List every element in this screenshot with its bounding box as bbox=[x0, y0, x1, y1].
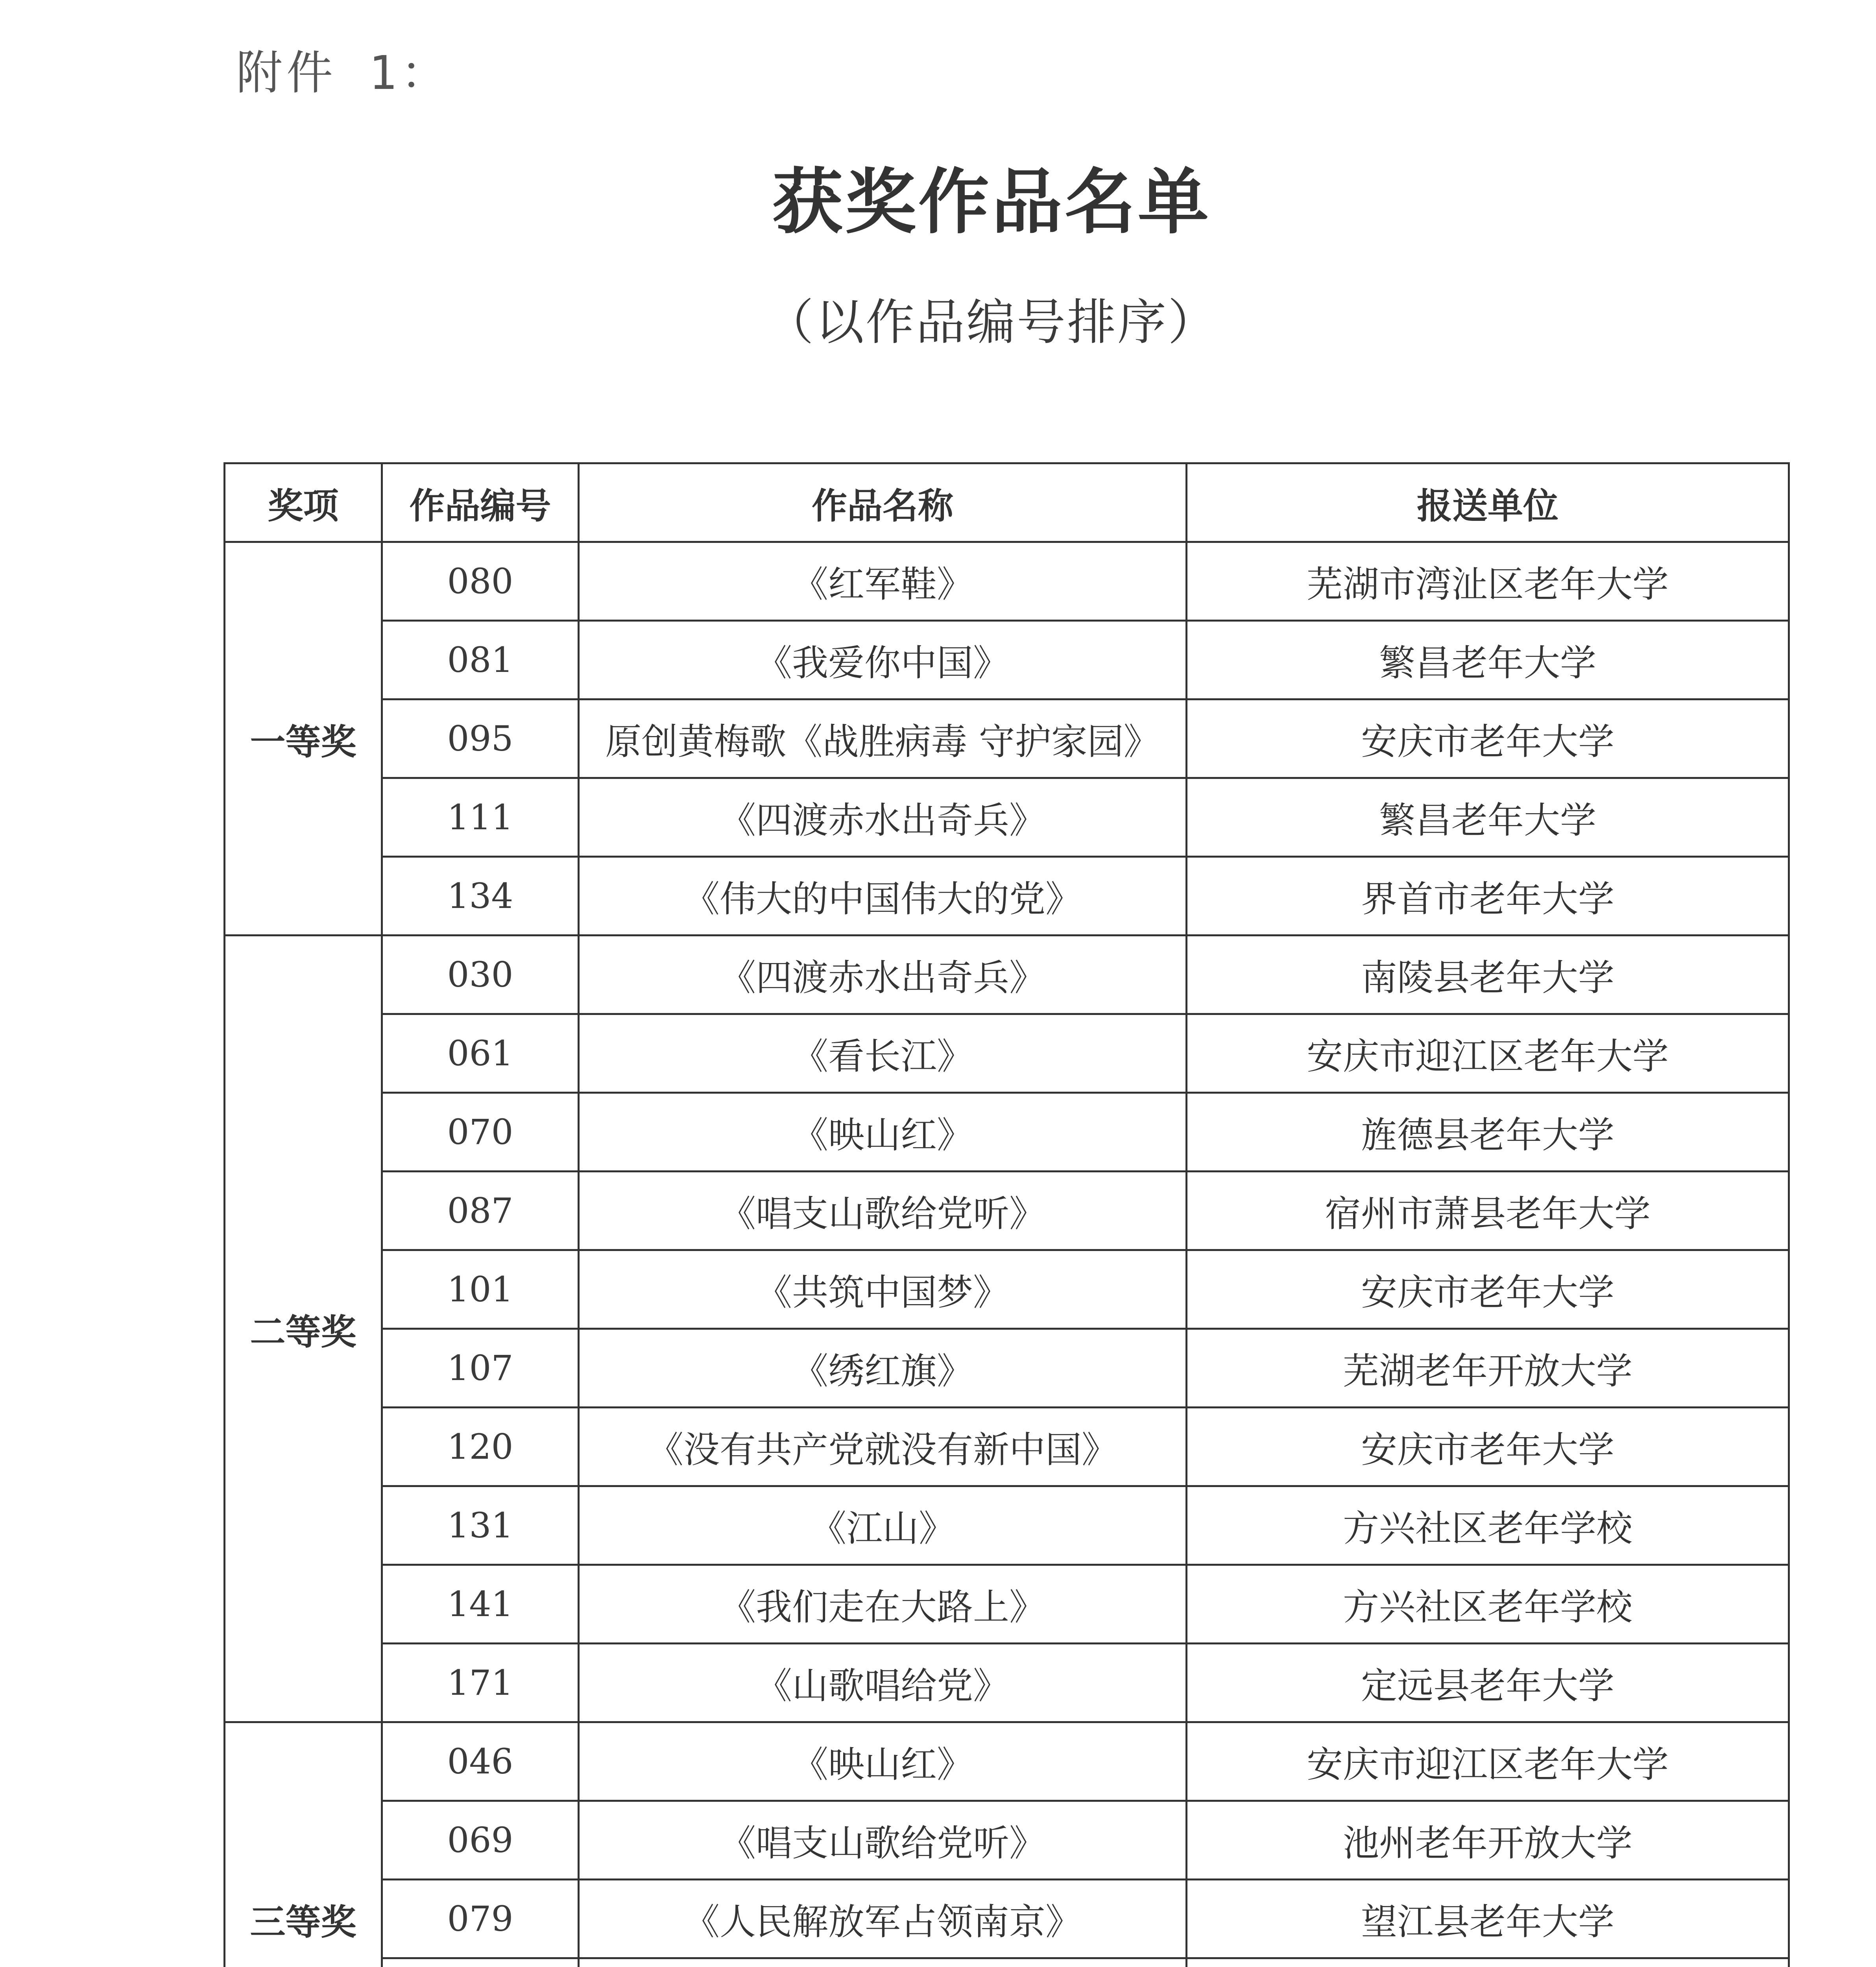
table-row bbox=[225, 1014, 1789, 1093]
work-title: 《四渡赤水出奇兵》 bbox=[579, 936, 1187, 1014]
work-number: 141 bbox=[382, 1565, 579, 1644]
submitting-unit: 芜湖老年开放大学 bbox=[1187, 1329, 1789, 1408]
submitting-unit: 界首市老年大学 bbox=[1187, 857, 1789, 936]
submitting-unit: 繁昌老年大学 bbox=[1187, 778, 1789, 857]
work-title: 《共筑中国梦》 bbox=[579, 1250, 1187, 1329]
work-number: 080 bbox=[382, 542, 579, 621]
work-number: 069 bbox=[382, 1801, 579, 1880]
table-row bbox=[225, 778, 1789, 857]
award-level-first: 一等奖 bbox=[225, 542, 382, 936]
work-number: 107 bbox=[382, 1329, 579, 1408]
work-title: 《我爱你中国》 bbox=[579, 621, 1187, 699]
work-title: 《没有共产党就没有新中国》 bbox=[579, 1408, 1187, 1486]
work-title: 《山歌唱给党》 bbox=[579, 1644, 1187, 1722]
table-row bbox=[225, 1172, 1789, 1250]
submitting-unit: 定远县老年大学 bbox=[1187, 1644, 1789, 1722]
work-number: 061 bbox=[382, 1014, 579, 1093]
work-number: 111 bbox=[382, 778, 579, 857]
work-number: 131 bbox=[382, 1486, 579, 1565]
header-submitting-unit: 报送单位 bbox=[1187, 463, 1789, 542]
work-title: 《绣红旗》 bbox=[579, 1329, 1187, 1408]
work-number: 095 bbox=[382, 699, 579, 778]
submitting-unit: 方兴社区老年学校 bbox=[1187, 1486, 1789, 1565]
table-row bbox=[225, 1722, 1789, 1801]
document-title: 获奖作品名单 bbox=[772, 161, 1211, 244]
work-title: 《看长江》 bbox=[579, 1014, 1187, 1093]
submitting-unit: 方兴社区老年学校 bbox=[1187, 1565, 1789, 1644]
work-title: 《我们走在大路上》 bbox=[579, 1565, 1187, 1644]
table-row bbox=[225, 1565, 1789, 1644]
submitting-unit: 安庆市迎江区老年大学 bbox=[1187, 1014, 1789, 1093]
table-row bbox=[225, 621, 1789, 699]
work-title: 《江山》 bbox=[579, 1486, 1187, 1565]
table-row bbox=[225, 1880, 1789, 1958]
work-title: 《映山红》 bbox=[579, 1722, 1187, 1801]
submitting-unit bbox=[1187, 1958, 1789, 1967]
award-level-third: 三等奖 bbox=[225, 1722, 382, 1967]
submitting-unit: 安庆市老年大学 bbox=[1187, 699, 1789, 778]
work-number: 081 bbox=[382, 621, 579, 699]
submitting-unit: 宿州市萧县老年大学 bbox=[1187, 1172, 1789, 1250]
work-title: 《唱支山歌给党听》 bbox=[579, 1801, 1187, 1880]
submitting-unit: 安庆市老年大学 bbox=[1187, 1250, 1789, 1329]
work-title: 《红军鞋》 bbox=[579, 542, 1187, 621]
submitting-unit: 繁昌老年大学 bbox=[1187, 621, 1789, 699]
work-title bbox=[579, 1958, 1187, 1967]
work-number: 134 bbox=[382, 857, 579, 936]
header-work-number: 作品编号 bbox=[382, 463, 579, 542]
work-number: 070 bbox=[382, 1093, 579, 1172]
award-level-second: 二等奖 bbox=[225, 936, 382, 1722]
work-number: 101 bbox=[382, 1250, 579, 1329]
table-row bbox=[225, 1408, 1789, 1486]
submitting-unit: 芜湖市湾沚区老年大学 bbox=[1187, 542, 1789, 621]
attachment-label: 附件 1： bbox=[236, 46, 451, 100]
table-row bbox=[225, 1093, 1789, 1172]
awards-table bbox=[223, 462, 1790, 1967]
work-title: 《四渡赤水出奇兵》 bbox=[579, 778, 1187, 857]
table-row bbox=[225, 1329, 1789, 1408]
work-number: 120 bbox=[382, 1408, 579, 1486]
work-number: 087 bbox=[382, 1172, 579, 1250]
table-row bbox=[225, 857, 1789, 936]
work-title: 《人民解放军占领南京》 bbox=[579, 1880, 1187, 1958]
table-row bbox=[225, 1250, 1789, 1329]
work-number: 171 bbox=[382, 1644, 579, 1722]
submitting-unit: 望江县老年大学 bbox=[1187, 1880, 1789, 1958]
submitting-unit: 旌德县老年大学 bbox=[1187, 1093, 1789, 1172]
table-row bbox=[225, 1958, 1789, 1967]
table-row bbox=[225, 1801, 1789, 1880]
work-number: 079 bbox=[382, 1880, 579, 1958]
submitting-unit: 池州老年开放大学 bbox=[1187, 1801, 1789, 1880]
header-award-level: 奖项 bbox=[225, 463, 382, 542]
table-header-row bbox=[225, 463, 1789, 542]
work-title: 《唱支山歌给党听》 bbox=[579, 1172, 1187, 1250]
submitting-unit: 南陵县老年大学 bbox=[1187, 936, 1789, 1014]
table-row bbox=[225, 1486, 1789, 1565]
table-row bbox=[225, 699, 1789, 778]
work-title: 《伟大的中国伟大的党》 bbox=[579, 857, 1187, 936]
work-title: 《映山红》 bbox=[579, 1093, 1187, 1172]
submitting-unit: 安庆市迎江区老年大学 bbox=[1187, 1722, 1789, 1801]
table-row bbox=[225, 1644, 1789, 1722]
work-number: 046 bbox=[382, 1722, 579, 1801]
table-row bbox=[225, 542, 1789, 621]
work-number: 030 bbox=[382, 936, 579, 1014]
document-subtitle: （以作品编号排序） bbox=[764, 294, 1218, 351]
work-title: 原创黄梅歌《战胜病毒 守护家园》 bbox=[579, 699, 1187, 778]
work-number bbox=[382, 1958, 579, 1967]
submitting-unit: 安庆市老年大学 bbox=[1187, 1408, 1789, 1486]
header-work-title: 作品名称 bbox=[579, 463, 1187, 542]
table-row bbox=[225, 936, 1789, 1014]
